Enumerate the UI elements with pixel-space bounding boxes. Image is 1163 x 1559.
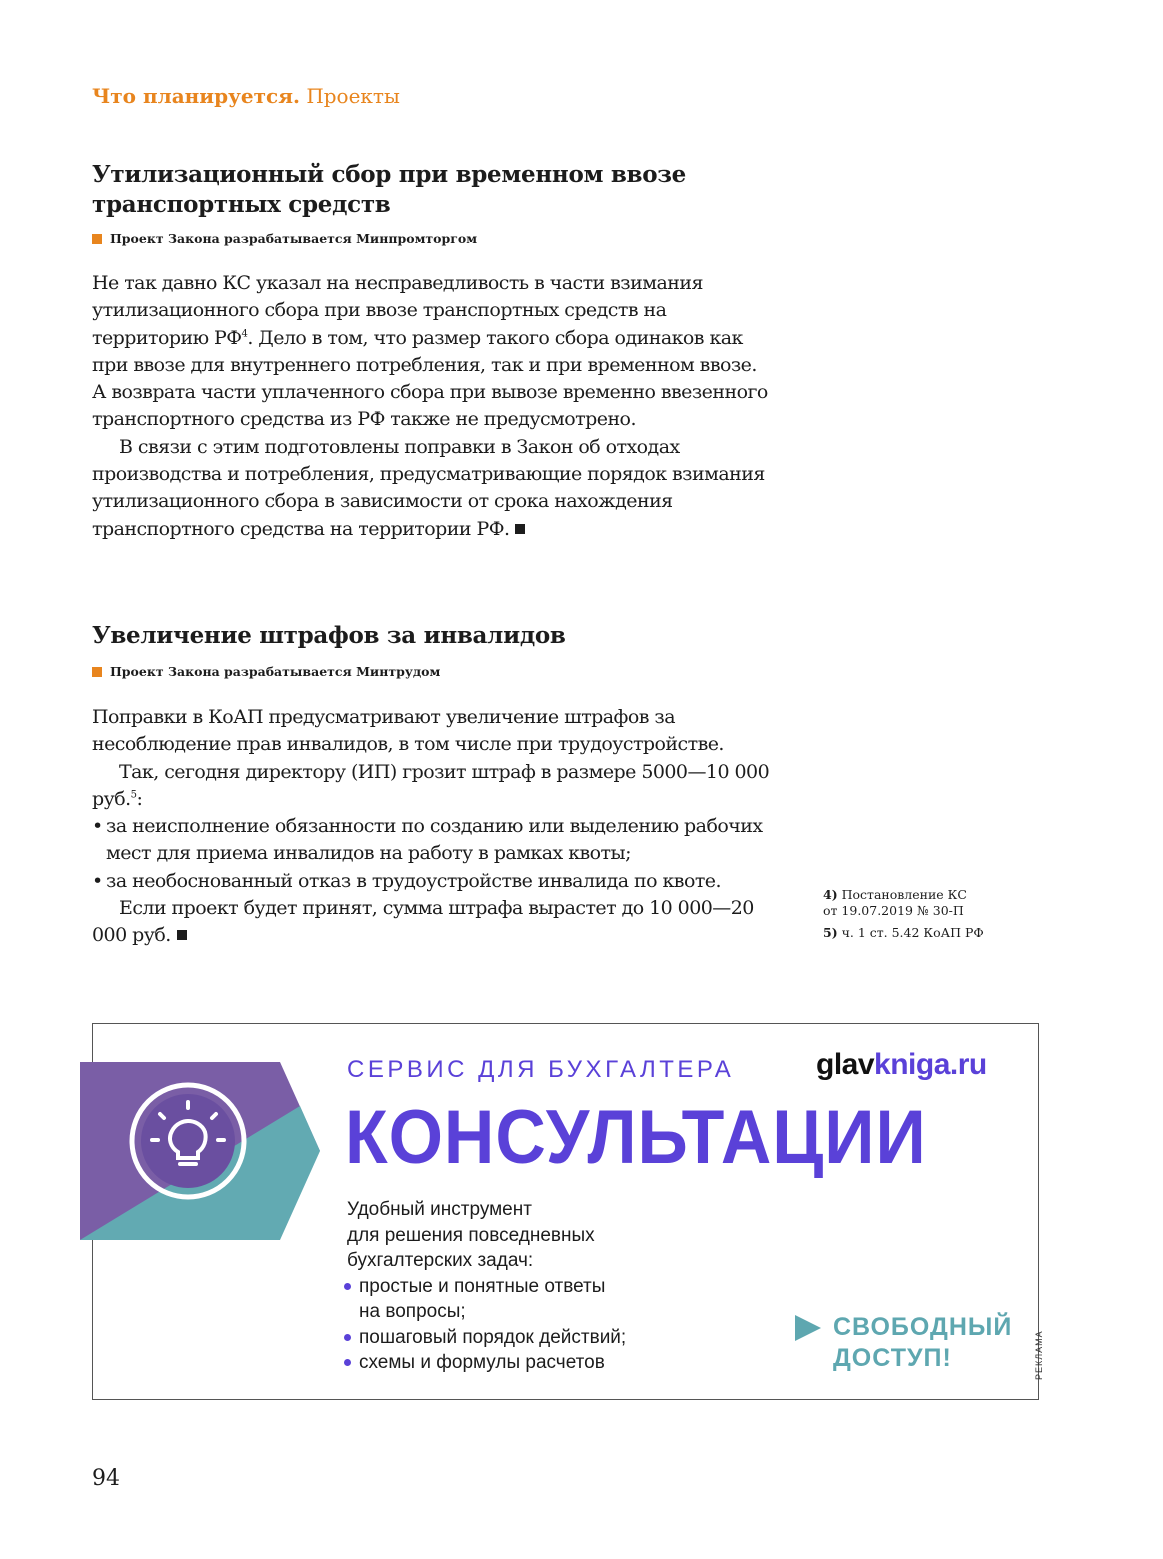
- orange-square-icon: [92, 234, 102, 244]
- orange-square-icon: [92, 667, 102, 677]
- ad-description: Удобный инструмент для решения повседневных бухгалтерских задач: простые и понятные ответы на вопросы; пошаговый порядок действий; схемы и формулы расчетов: [347, 1197, 747, 1376]
- ad-site-link[interactable]: glavkniga.ru: [816, 1048, 987, 1081]
- ad-title: КОНСУЛЬТАЦИИ: [345, 1095, 927, 1180]
- footnote-5: 5) ч. 1 ст. 5.42 КоАП РФ: [823, 925, 984, 940]
- end-mark-icon: [177, 930, 187, 940]
- subsection-title: Проекты: [306, 84, 400, 108]
- article1-paragraph-2: В связи с этим подготовлены поправки в Закон об отходах производства и потребления, предусматривающие порядок взимания утилизационного сбора в зависимости от срока нахождения транспортного средства на территории РФ.: [92, 435, 765, 540]
- play-arrow-icon: [795, 1315, 821, 1341]
- ad-tab-graphic: [80, 1062, 320, 1240]
- ad-cta-free-access[interactable]: СВОБОДНЫЙ ДОСТУП!: [795, 1312, 1012, 1374]
- ad-label: РЕКЛАМА: [1034, 1330, 1044, 1380]
- list-item: пошаговый порядок действий;: [347, 1325, 747, 1351]
- article1-title: Утилизационный сбор при временном ввозе транспортных средств: [92, 161, 686, 218]
- ad-kicker: СЕРВИС ДЛЯ БУХГАЛТЕРА: [347, 1056, 735, 1083]
- article1-source: Проект Закона разрабатывается Минпромторгом: [92, 231, 477, 246]
- list-item: схемы и формулы расчетов: [347, 1350, 747, 1376]
- article2-paragraph-3: Если проект будет принят, сумма штрафа вырастет до 10 000—20 000 руб.: [92, 897, 754, 947]
- article1-paragraph-1: Не так давно КС указал на несправедливость в части взимания утилизационного сбора при ввозе транспортных средств на территорию $РФ^4$. Дело в том, что размер такого сбора одинаков как при ввозе для внутреннего потребления, так и при временном ввозе. А возврата части уплаченного сбора при вывозе временно ввезенного транспортного средства из РФ также не предусмотрено.: [92, 272, 768, 431]
- page-number: 94: [92, 1466, 120, 1491]
- running-head: [92, 84, 400, 108]
- section-title: Что планируется.: [92, 84, 300, 108]
- footnotes: [823, 887, 984, 947]
- article2-source: Проект Закона разрабатывается Минтрудом: [92, 664, 440, 679]
- article2-bullet-list: [92, 813, 772, 895]
- footnote-4: 4) Постановление КС от 19.07.2019 № 30-П: [823, 887, 967, 918]
- article2-paragraph-2: Так, сегодня директору (ИП) грозит штраф в размере 5000—10 000 руб.$^5$:: [92, 760, 770, 810]
- list-item: • за необоснованный отказ в трудоустройстве инвалида по квоте.: [92, 868, 772, 895]
- list-item: простые и понятные ответы на вопросы;: [347, 1274, 747, 1325]
- article2-body: [92, 704, 772, 950]
- article2-title: Увеличение штрафов за инвалидов: [92, 622, 566, 649]
- end-mark-icon: [515, 524, 525, 534]
- article1-body: [92, 270, 772, 543]
- article2-paragraph-1: Поправки в КоАП предусматривают увеличение штрафов за несоблюдение прав инвалидов, в том числе при трудоустройстве.: [92, 706, 724, 756]
- ad-feature-list: [347, 1274, 747, 1376]
- list-item: • за неисполнение обязанности по созданию или выделению рабочих мест для приема инвалидов на работу в рамках квоты;: [92, 813, 772, 868]
